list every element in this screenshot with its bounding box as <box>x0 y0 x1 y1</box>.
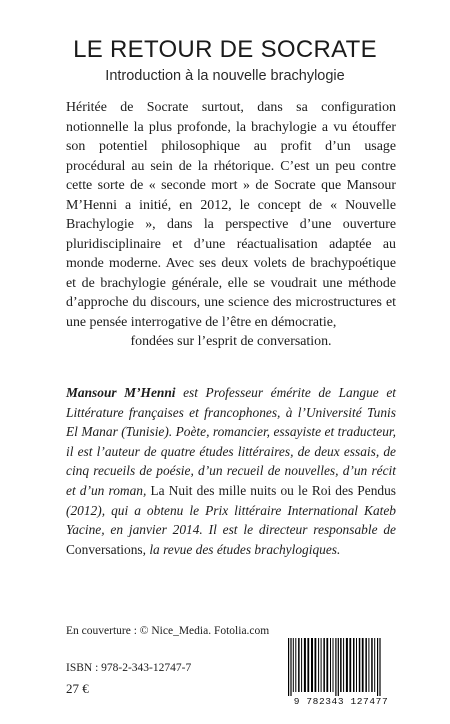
bio-part-1: est Professeur émérite de Langue et Littérature françaises et francophones, à l’Université Tunis El Manar (Tunisie). Poète, romancier, essayiste et traducteur, il est l’auteur de quatre études littéraires, de deux essais, de cinq recueils de poésie, d’un recueil de nouvelles, d’un récit et d’un roman, <box>66 385 396 498</box>
barcode-bar <box>288 638 289 696</box>
barcode-bar <box>318 638 319 692</box>
barcode-bar <box>330 638 331 692</box>
barcode-bar <box>321 638 322 692</box>
barcode-bar <box>359 638 361 692</box>
barcode-bar <box>356 638 357 692</box>
summary-last-line: fondées sur l’esprit de conversation. <box>130 334 332 349</box>
barcode <box>276 636 406 712</box>
barcode-bar <box>371 638 373 692</box>
book-subtitle: Introduction à la nouvelle brachylogie <box>105 68 345 84</box>
price: 27 € <box>66 681 89 696</box>
barcode-bar <box>374 638 375 692</box>
barcode-bar <box>338 638 339 696</box>
bio-part-2: (2012), qui a obtenu le Prix littéraire International Kateb Yacine, en janvier 2014. Il est le directeur responsable de <box>66 502 396 538</box>
barcode-bar <box>333 638 334 692</box>
barcode-bar <box>290 638 291 696</box>
barcode-bar <box>293 638 294 692</box>
cover-credit: En couverture : © Nice_Media. Fotolia.com <box>66 625 270 637</box>
barcode-bar <box>343 638 344 692</box>
author-name: Mansour M’Henni <box>66 385 176 400</box>
barcode-bar <box>349 638 351 692</box>
barcode-bar <box>340 638 342 692</box>
summary-text <box>66 98 396 352</box>
barcode-bar <box>346 638 348 692</box>
barcode-bar <box>298 638 300 692</box>
book-reference: La Nuit des mille nuits ou le Roi des Pendus <box>150 482 396 498</box>
barcode-bar <box>326 638 328 692</box>
barcode-number: 9 782343 127477 <box>293 696 389 707</box>
barcode-bar <box>323 638 325 692</box>
barcode-bars <box>276 636 406 696</box>
book-title: LE RETOUR DE SOCRATE <box>73 36 377 63</box>
barcode-bar <box>315 638 317 692</box>
barcode-bar <box>365 638 367 692</box>
barcode-bar <box>379 638 380 696</box>
barcode-bar <box>362 638 364 692</box>
barcode-bar <box>353 638 355 692</box>
barcode-bar <box>311 638 313 692</box>
bio-part-3: , la revue des études brachylogiques. <box>142 541 341 557</box>
barcode-bar <box>335 638 336 696</box>
barcode-bar <box>368 638 369 692</box>
barcode-bar <box>301 638 302 692</box>
barcode-bar <box>304 638 306 692</box>
barcode-bar <box>377 638 378 696</box>
journal-name: Conversations <box>66 541 143 557</box>
barcode-bar <box>295 638 296 692</box>
summary-body: Héritée de Socrate surtout, dans sa configuration notionnelle la plus profonde, la brachylogie a vu étouffer son potentiel philosophique au profit d’un usage procédural au sein de la rhétorique. C’est un peu contre cette sorte de « seconde mort » de Socrate que Mansour M’Henni a initié, en 2012, le concept de « Nouvelle Brachylogie », dans la perspective d’une ouverture pluridisciplinaire et d’une réactualisation adaptée au monde moderne. Avec ses deux volets de brachypoétique et de brachylogie générale, elle se voudrait une méthode d’approche du discours, une science des microstructures et une pensée interrogative de l’être en démocratie, <box>66 100 396 330</box>
author-bio <box>66 383 396 559</box>
isbn: ISBN : 978-2-343-12747-7 <box>66 662 192 674</box>
barcode-bar <box>307 638 309 692</box>
